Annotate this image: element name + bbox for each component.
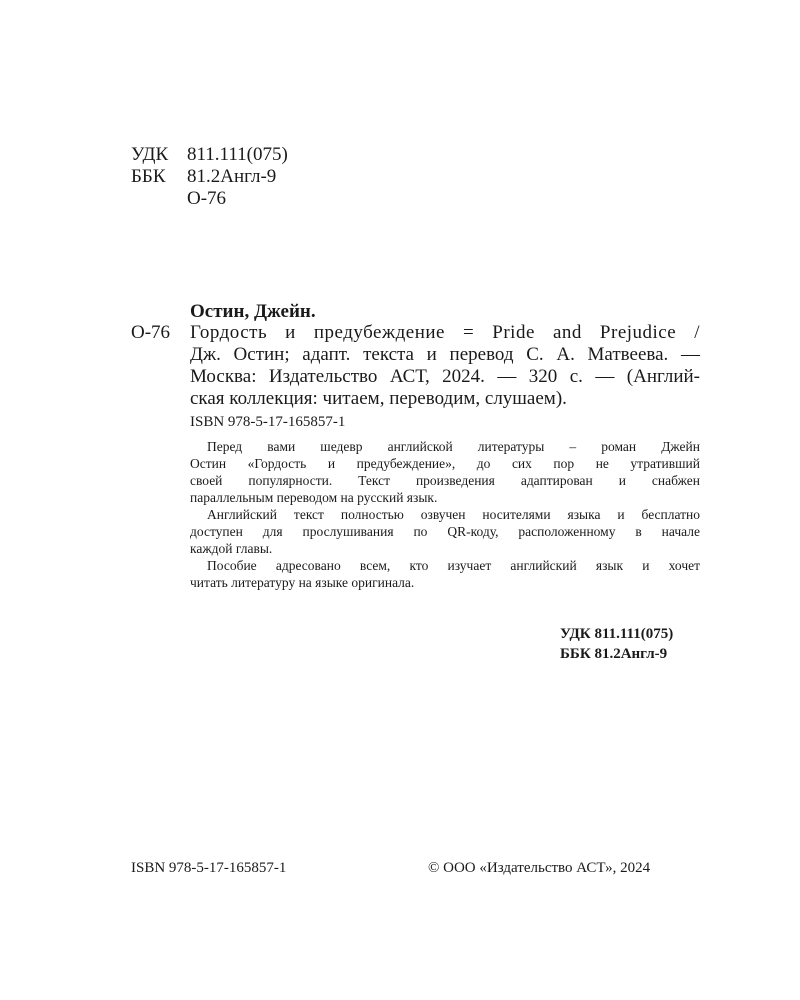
annotation-line: каждой главы. bbox=[190, 541, 273, 556]
footer-copyright: © ООО «Издательство АСТ», 2024 bbox=[428, 860, 651, 876]
annotation-line: своей популярности. Текст произведения адаптирован и снабжен bbox=[190, 473, 700, 488]
annotation-line: параллельным переводом на русский язык. bbox=[190, 490, 438, 505]
annotation-line: читать литературу на языке оригинала. bbox=[190, 575, 415, 590]
annotation-line: Остин «Гордость и предубеждение», до сих пор не утративший bbox=[190, 456, 700, 471]
bbk-bottom: ББК 81.2Англ-9 bbox=[560, 646, 668, 662]
bbk-value: 81.2Англ-9 bbox=[187, 166, 277, 187]
footer-isbn: ISBN 978-5-17-165857-1 bbox=[131, 860, 287, 876]
annotation-line: доступен для прослушивания по QR-коду, расположенному в начале bbox=[190, 524, 700, 539]
annotation-line: Перед вами шедевр английской литературы – роман Джейн bbox=[207, 439, 700, 454]
bib-line: Москва: Издательство АСТ, 2024. — 320 с. — (Англий- bbox=[190, 366, 700, 387]
author-heading: Остин, Джейн. bbox=[190, 301, 316, 322]
isbn: ISBN 978-5-17-165857-1 bbox=[190, 414, 346, 430]
annotation-line: Английский текст полностью озвучен носителями языка и бесплатно bbox=[207, 507, 700, 522]
bib-line: Дж. Остин; адапт. текста и перевод С. А. Матвеева. — bbox=[190, 344, 700, 365]
udk-bottom: УДК 811.111(075) bbox=[560, 626, 674, 642]
udk-label: УДК bbox=[131, 144, 169, 165]
annotation-line: Пособие адресовано всем, кто изучает английский язык и хочет bbox=[207, 558, 700, 573]
classification-top bbox=[131, 144, 331, 210]
author-code-top: О-76 bbox=[187, 188, 227, 209]
bbk-label: ББК bbox=[131, 166, 166, 187]
annotation bbox=[190, 438, 700, 591]
bib-line: Гордость и предубеждение = Pride and Prejudice / bbox=[190, 322, 700, 343]
classification-bottom bbox=[560, 624, 673, 664]
bibliographic-description bbox=[190, 322, 700, 410]
author-code: О-76 bbox=[131, 322, 171, 343]
bib-line: ская коллекция: читаем, переводим, слушаем). bbox=[190, 388, 567, 409]
udk-value: 811.111(075) bbox=[187, 144, 288, 165]
